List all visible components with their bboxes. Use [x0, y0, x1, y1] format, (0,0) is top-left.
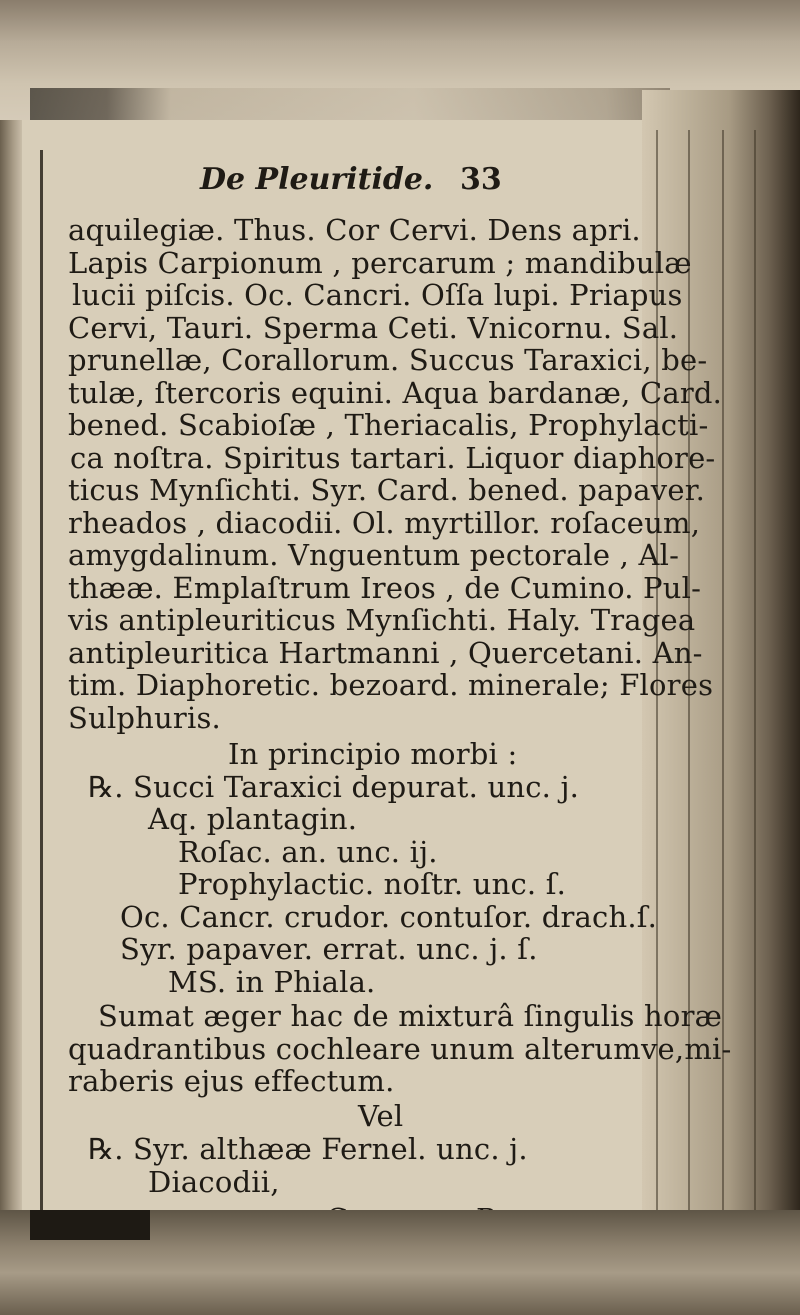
page-edge-line: [754, 130, 756, 1255]
text-line: tim. Diaphoretic. bezoard. minerale; Flores: [68, 668, 714, 702]
text-line: ca noſtra. Spiritus tartari. Liquor diaphore-: [70, 441, 716, 475]
running-header: [200, 162, 600, 202]
text-line: thææ. Emplaſtrum Ireos , de Cumino. Pul-: [68, 571, 702, 605]
text-line: vis antipleuriticus Mynſichti. Haly. Tragea: [68, 603, 696, 637]
instruction-line: Sumat æger hac de mixturâ ſingulis horæ: [98, 999, 723, 1033]
book-binding-edge: [0, 120, 22, 1280]
text-line: Sulphuris.: [68, 701, 221, 735]
recipe-line: Prophylactic. noſtr. unc. ſ.: [178, 867, 567, 901]
text-line: Lapis Carpionum , percarum ; mandibulæ: [68, 246, 692, 280]
instruction-line: raberis ejus effectum.: [68, 1064, 395, 1098]
instruction-line: quadrantibus cochleare unum alterumve,mi-: [68, 1032, 732, 1066]
text-line: prunellæ, Corallorum. Succus Taraxici, be-: [68, 343, 708, 377]
recipe-line: MS. in Phiala.: [168, 965, 376, 999]
recipe-line: ℞. Syr. althææ Fernel. unc. j.: [88, 1132, 528, 1166]
text-line: ticus Mynſichti. Syr. Card. bened. papaver.: [68, 473, 706, 507]
running-title: De Pleuritide.: [200, 162, 434, 197]
text-line: rheados , diacodii. Ol. myrtillor. roſaceum,: [68, 506, 701, 540]
recipe-line: Aq. plantagin.: [148, 802, 358, 836]
text-line: aquilegiæ. Thus. Cor Cervi. Dens apri.: [68, 213, 641, 247]
recipe-line: Diacodii,: [148, 1165, 280, 1199]
section-heading: In principio morbi :: [228, 737, 518, 771]
gutter-rule: [40, 150, 43, 1210]
recipe-line: Roſac. an. unc. ij.: [178, 835, 438, 869]
recipe-line: Syr. papaver. errat. unc. j. ſ.: [120, 932, 538, 966]
page-edge-line: [722, 130, 724, 1255]
recipe-line: Oc. Cancr. crudor. contuſor. drach.ſ.: [120, 900, 658, 934]
vel-line: Vel: [358, 1099, 404, 1133]
text-line: tulæ, ſtercoris equini. Aqua bardanæ, Card.: [68, 376, 723, 410]
scan-shadow: [30, 1210, 150, 1240]
page-number: 33: [460, 162, 502, 197]
text-line: Cervi, Tauri. Sperma Ceti. Vnicornu. Sal.: [68, 311, 679, 345]
text-line: amygdalinum. Vnguentum pectorale , Al-: [68, 538, 680, 572]
text-line: lucii piſcis. Oc. Cancri. Oſſa lupi. Priapus: [72, 278, 683, 312]
recipe-line: ℞. Succi Taraxici depurat. unc. j.: [88, 770, 580, 804]
text-line: bened. Scabioſæ , Theriacalis, Prophylacti-: [68, 408, 709, 442]
scan-background-bottom: [0, 1210, 800, 1315]
text-line: antipleuritica Hartmanni , Quercetani. An-: [68, 636, 703, 670]
